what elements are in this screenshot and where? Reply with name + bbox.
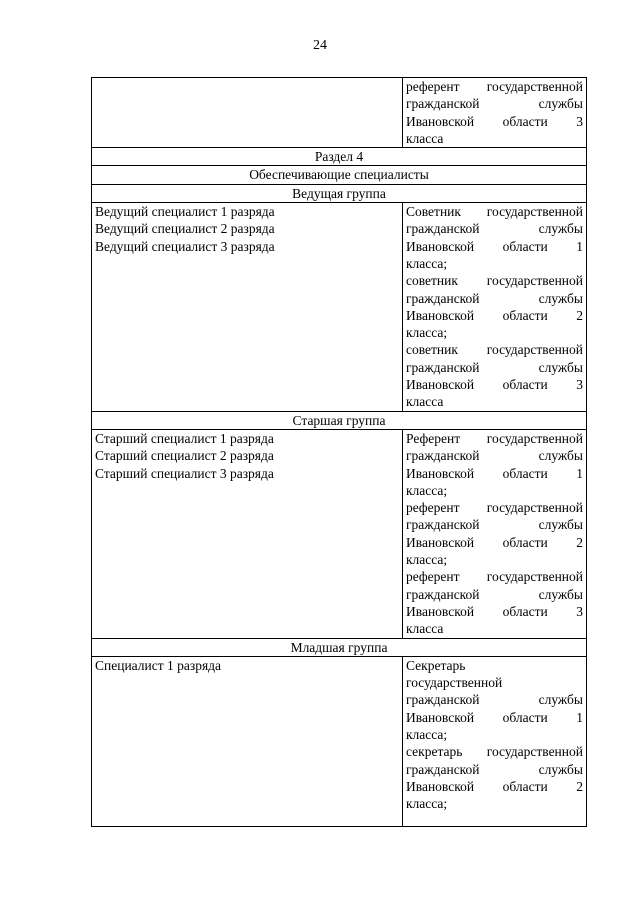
positions-cell (92, 429, 403, 638)
rank-line: класса; (406, 482, 448, 498)
position-name: Старший специалист 1 разряда (95, 430, 274, 446)
rank-line: советник государственной (406, 342, 583, 358)
rank-line: класса; (406, 325, 448, 341)
rank-line: гражданской службы (406, 448, 583, 464)
rank-line: класса; (406, 255, 448, 271)
rank-line: государственной (406, 675, 503, 691)
rank-line: гражданской службы (406, 586, 583, 602)
rank-line: гражданской службы (406, 221, 583, 237)
rank-line: Советник государственной (406, 204, 583, 220)
rank-line: класса; (406, 552, 448, 568)
table-row (92, 78, 587, 148)
rank-line: советник государственной (406, 273, 583, 289)
rank-cell (403, 203, 587, 412)
positions-cell (92, 203, 403, 412)
page-number: 24 (313, 38, 327, 53)
rank-line: Референт государственной (406, 430, 583, 446)
table-row (92, 203, 587, 412)
position-name: Специалист 1 разряда (95, 657, 222, 673)
position-name: Ведущий специалист 1 разряда (95, 204, 275, 220)
rank-line: референт государственной (406, 569, 583, 585)
table-row (92, 656, 587, 826)
positions-cell (92, 656, 403, 826)
rank-line: гражданской службы (406, 359, 583, 375)
rank-line: класса; (406, 726, 448, 742)
rank-line: класса (406, 621, 444, 637)
rank-line: гражданской службы (406, 692, 583, 708)
rank-line: гражданской службы (406, 96, 583, 112)
rank-line: Ивановской области 2 (406, 778, 583, 794)
group-title: Ведущая группа (92, 184, 587, 202)
position-name: Ведущий специалист 3 разряда (95, 238, 275, 254)
rank-line: референт государственной (406, 500, 583, 516)
group-title: Младшая группа (92, 638, 587, 656)
rank-line: класса (406, 130, 444, 146)
rank-line: гражданской службы (406, 290, 583, 306)
rank-line: Ивановской области 1 (406, 465, 583, 481)
positions-table (91, 77, 587, 827)
section-title: Раздел 4 (92, 148, 587, 166)
rank-line: гражданской службы (406, 761, 583, 777)
position-name: Старший специалист 3 разряда (95, 465, 274, 481)
position-name: Старший специалист 2 разряда (95, 448, 274, 464)
group-title-row (92, 638, 587, 656)
rank-line: Ивановской области 3 (406, 113, 583, 129)
category-row (92, 166, 587, 184)
rank-line: Ивановской области 3 (406, 603, 583, 619)
rank-cell (403, 656, 587, 826)
group-title: Старшая группа (92, 411, 587, 429)
group-title-row (92, 411, 587, 429)
category-title: Обеспечивающие специалисты (92, 166, 587, 184)
rank-line: Ивановской области 1 (406, 709, 583, 725)
rank-line: Ивановской области 3 (406, 377, 583, 393)
rank-line: Ивановской области 2 (406, 307, 583, 323)
rank-line: Ивановской области 1 (406, 238, 583, 254)
section-row (92, 148, 587, 166)
rank-line: Ивановской области 2 (406, 534, 583, 550)
rank-line: класса (406, 394, 444, 410)
rank-cell (403, 429, 587, 638)
empty-cell (92, 78, 403, 148)
rank-line: класса; (406, 796, 448, 812)
rank-line: Секретарь (406, 657, 466, 673)
rank-cell (403, 78, 587, 148)
rank-line: секретарь государственной (406, 744, 583, 760)
rank-line: гражданской службы (406, 517, 583, 533)
rank-line: референт государственной (406, 79, 583, 94)
group-title-row (92, 184, 587, 202)
position-name: Ведущий специалист 2 разряда (95, 221, 275, 237)
table-row (92, 429, 587, 638)
